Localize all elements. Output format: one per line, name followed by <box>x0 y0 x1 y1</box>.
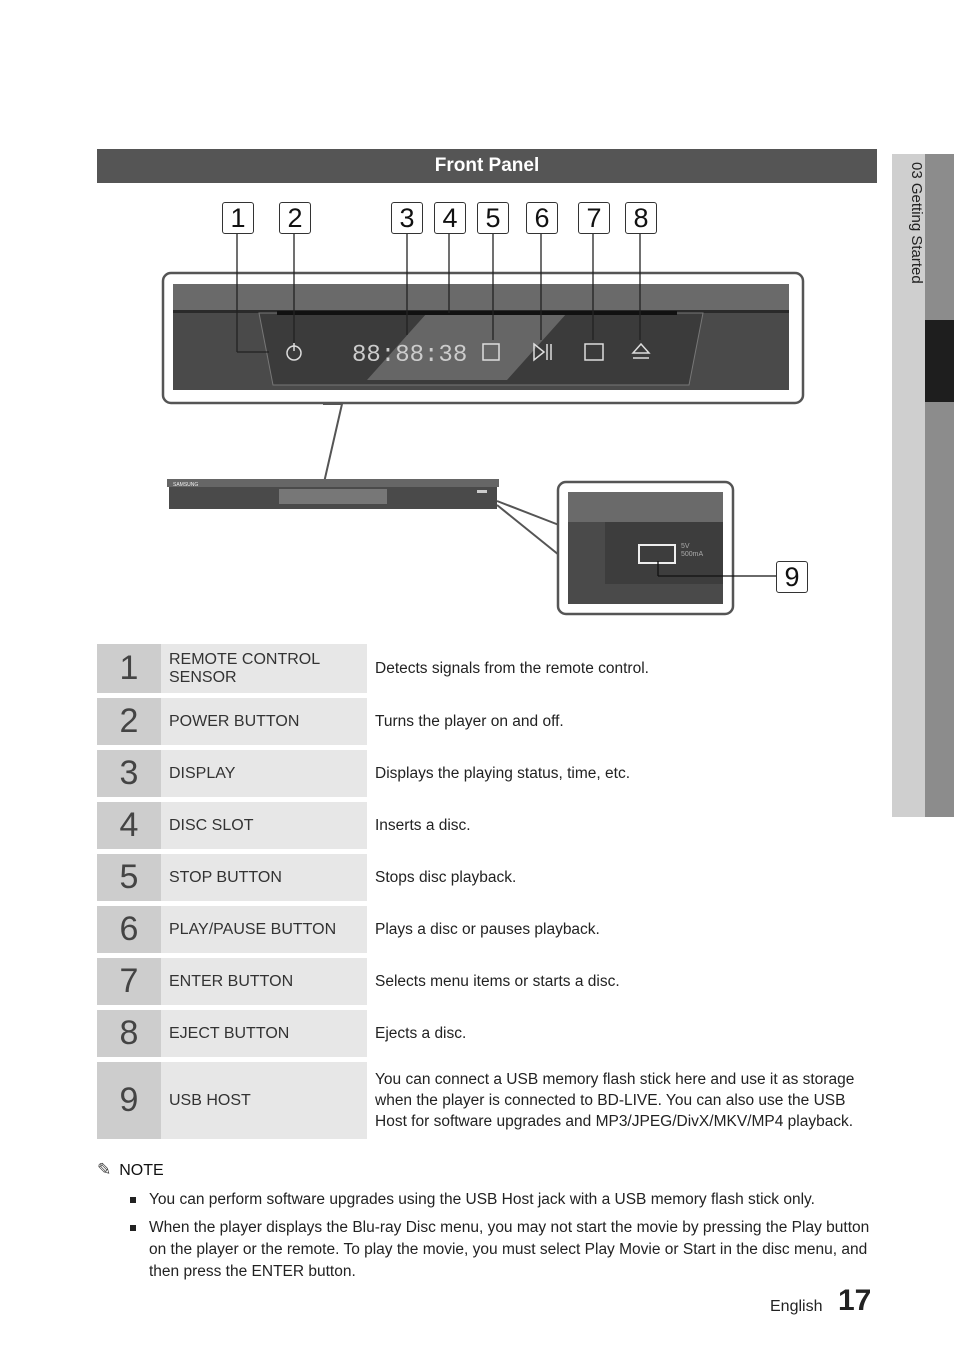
row-number: 1 <box>97 644 161 693</box>
row-number: 4 <box>97 802 161 849</box>
chapter-label: 03 Getting Started <box>908 162 925 284</box>
footer-language: English <box>770 1298 823 1315</box>
row-number: 8 <box>97 1010 161 1057</box>
note-list <box>130 1189 880 1289</box>
row-description: Turns the player on and off. <box>375 713 564 730</box>
row-name: ENTER BUTTON <box>161 958 367 1005</box>
player-top <box>167 479 499 487</box>
row-description: Inserts a disc. <box>375 817 471 834</box>
row-number: 5 <box>97 854 161 901</box>
callout-3: 3 <box>391 202 423 234</box>
table-row <box>97 802 877 849</box>
table-row <box>97 644 877 693</box>
row-description: Plays a disc or pauses playback. <box>375 921 600 938</box>
table-row <box>97 1010 877 1057</box>
callout-7: 7 <box>578 202 610 234</box>
row-description: Detects signals from the remote control. <box>375 660 649 677</box>
row-description: Ejects a disc. <box>375 1025 467 1042</box>
table-row <box>97 958 877 1005</box>
note-item: When the player displays the Blu-ray Disc menu, you may not start the movie by pressing the Play button on the player or the remote. To play the movie, you must select Play Movie or Start in the disc menu, and then press the ENTER button. <box>130 1217 880 1283</box>
page-number: 17 <box>838 1284 872 1317</box>
svg-text:500mA: 500mA <box>681 551 704 558</box>
section-title: Front Panel <box>97 149 877 183</box>
callout-1: 1 <box>222 202 254 234</box>
callout-2: 2 <box>279 202 311 234</box>
player-display <box>279 489 387 504</box>
callout-6: 6 <box>526 202 558 234</box>
row-name: POWER BUTTON <box>161 698 367 745</box>
brand-logo: SAMSUNG <box>173 482 199 488</box>
row-name: EJECT BUTTON <box>161 1010 367 1057</box>
row-number: 7 <box>97 958 161 1005</box>
front-panel-diagram <box>97 195 877 640</box>
row-name: USB HOST <box>161 1062 367 1139</box>
callout-4: 4 <box>434 202 466 234</box>
front-panel-table <box>97 644 877 1144</box>
row-name: STOP BUTTON <box>161 854 367 901</box>
note-heading: ✎ NOTE <box>97 1160 164 1179</box>
side-tab-marker <box>925 320 954 402</box>
callout-5: 5 <box>477 202 509 234</box>
callout-8: 8 <box>625 202 657 234</box>
row-name: DISC SLOT <box>161 802 367 849</box>
table-row <box>97 906 877 953</box>
table-row <box>97 1062 877 1139</box>
note-item: You can perform software upgrades using the USB Host jack with a USB memory flash stick only. <box>130 1189 880 1211</box>
callout-9: 9 <box>776 561 808 593</box>
display-digits: 88:88:38 <box>352 342 468 369</box>
row-description: Selects menu items or starts a disc. <box>375 973 620 990</box>
row-description: Displays the playing status, time, etc. <box>375 765 631 782</box>
row-number: 9 <box>97 1062 161 1139</box>
pencil-icon: ✎ <box>97 1160 112 1179</box>
svg-text:5V: 5V <box>681 543 690 550</box>
row-number: 3 <box>97 750 161 797</box>
table-row <box>97 750 877 797</box>
row-number: 6 <box>97 906 161 953</box>
row-number: 2 <box>97 698 161 745</box>
row-description: You can connect a USB memory flash stick here and use it as storage when the player is connected to BD-LIVE. You can also use the USB Host for software upgrades and MP3/JPEG/DivX/MKV/MP4 playback. <box>375 1071 855 1130</box>
row-name: REMOTE CONTROL SENSOR <box>161 644 367 693</box>
side-tab-strip <box>925 154 954 817</box>
table-row <box>97 698 877 745</box>
row-name: PLAY/PAUSE BUTTON <box>161 906 367 953</box>
row-name: DISPLAY <box>161 750 367 797</box>
table-row <box>97 854 877 901</box>
row-description: Stops disc playback. <box>375 869 517 886</box>
